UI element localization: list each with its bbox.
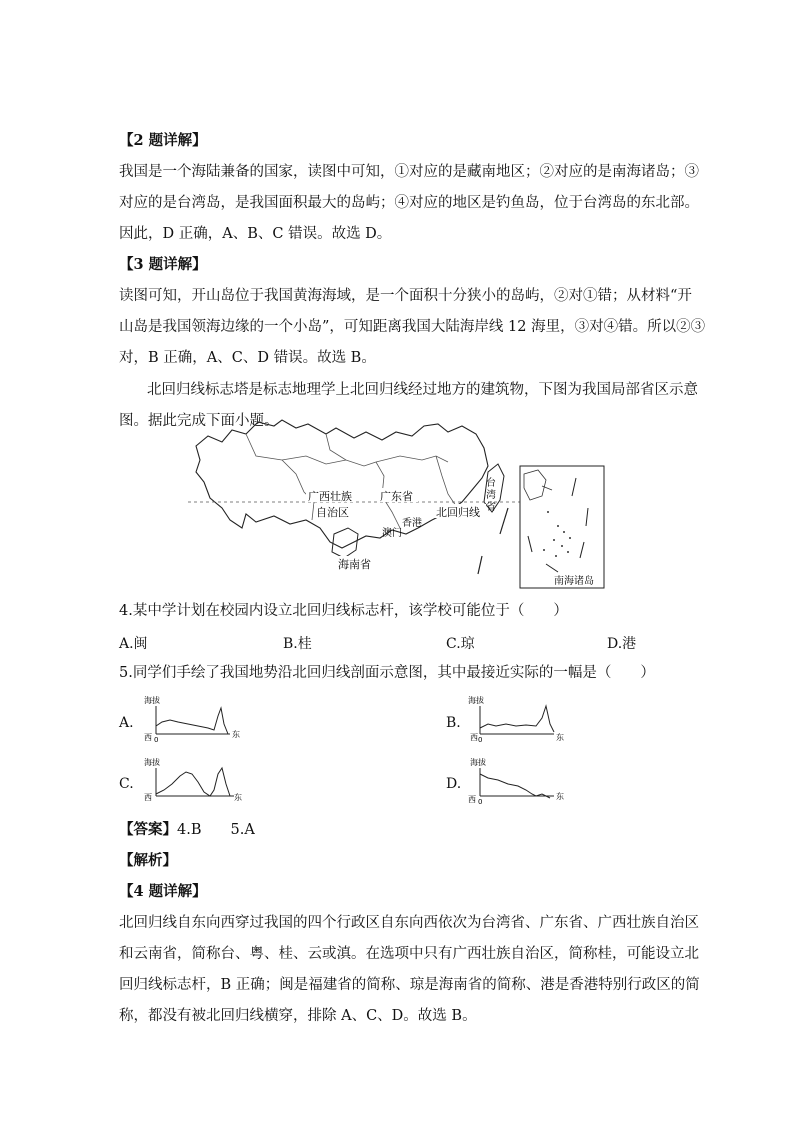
profile-a-west: 西 bbox=[144, 733, 152, 742]
nanhai-inset bbox=[520, 466, 604, 588]
answer-text: 4.B 5.A bbox=[177, 822, 255, 838]
map-label-taiwan-2: 湾 bbox=[486, 490, 496, 501]
map-label-guangxi-2: 自治区 bbox=[316, 506, 349, 519]
q5-option-d[interactable]: D. bbox=[446, 776, 462, 792]
profile-a-east: 东 bbox=[232, 730, 240, 739]
q2-heading: 【2 题详解】 bbox=[119, 132, 207, 149]
profile-d-origin: 0 bbox=[478, 798, 483, 806]
profile-a-origin: 0 bbox=[154, 736, 159, 744]
map-label-guangdong: 广东省 bbox=[380, 490, 413, 503]
profile-d-ylabel: 海拔 bbox=[470, 758, 486, 767]
province-map bbox=[186, 416, 606, 592]
profile-chart-a[interactable] bbox=[142, 694, 252, 744]
q4detail-line-1: 北回归线自东向西穿过我国的四个行政区自东向西依次为台湾省、广东省、广西壮族自治区 bbox=[119, 915, 699, 931]
intro-line-2: 图。据此完成下面小题。 bbox=[119, 413, 279, 429]
map-label-taiwan-1: 台 bbox=[486, 478, 496, 489]
profile-d-east: 东 bbox=[556, 792, 564, 801]
profile-b-origin: 0 bbox=[478, 736, 483, 744]
profile-c-ylabel: 海拔 bbox=[144, 758, 160, 767]
q3-heading: 【3 题详解】 bbox=[119, 256, 207, 273]
answer-label: 【答案】 bbox=[119, 821, 177, 838]
q3-line-3: 对，B 正确，A、C、D 错误。故选 B。 bbox=[119, 350, 376, 366]
q4-option-c[interactable]: C.琼 bbox=[446, 636, 475, 652]
profile-chart-d[interactable] bbox=[466, 756, 576, 806]
map-label-taiwan-3: 省 bbox=[486, 502, 496, 513]
q4detail-line-4: 称，都没有被北回归线横穿，排除 A、C、D。故选 B。 bbox=[119, 1008, 477, 1024]
map-label-hongkong: 香港 bbox=[402, 518, 422, 529]
profile-chart-c[interactable] bbox=[142, 756, 252, 806]
q5-option-a[interactable]: A. bbox=[119, 715, 134, 731]
q4detail-line-2: 和云南省，简称台、粤、桂、云或滇。在选项中只有广西壮族自治区，简称桂，可能设立北 bbox=[119, 946, 699, 962]
profile-a-line bbox=[156, 708, 228, 734]
map-label-tropic: 北回归线 bbox=[436, 506, 480, 519]
profile-b-line bbox=[480, 706, 554, 732]
profile-c-east: 东 bbox=[234, 793, 242, 802]
profile-d-line bbox=[480, 774, 550, 798]
q5-option-c[interactable]: C. bbox=[119, 776, 134, 792]
profile-d-west: 西 bbox=[468, 795, 476, 804]
map-label-hainan: 海南省 bbox=[338, 558, 371, 571]
q2-line-2: 对应的是台湾岛，是我国面积最大的岛屿；④对应的地区是钓鱼岛，位于台湾岛的东北部。 bbox=[119, 195, 699, 211]
mainland-outline bbox=[196, 420, 488, 548]
hainan-island bbox=[332, 528, 358, 558]
intro-line-1: 北回归线标志塔是标志地理学上北回归线经过地方的建筑物，下图为我国局部省区示意 bbox=[147, 382, 698, 398]
profile-c-line bbox=[156, 768, 230, 796]
q2-line-3: 因此，D 正确，A、B、C 错误。故选 D。 bbox=[119, 226, 392, 242]
q4-stem: 4.某中学计划在校园内设立北回归线标志杆，该学校可能位于（ ） bbox=[119, 603, 568, 619]
answer-row bbox=[119, 820, 255, 840]
analysis-heading: 【解析】 bbox=[119, 852, 177, 869]
q2-line-1: 我国是一个海陆兼备的国家，读图中可知，①对应的是藏南地区；②对应的是南海诸岛；③ bbox=[119, 164, 699, 180]
profile-b-west: 西 bbox=[470, 733, 478, 742]
q4detail-heading: 【4 题详解】 bbox=[119, 883, 207, 900]
profile-b-east: 东 bbox=[556, 733, 564, 742]
q4detail-line-3: 回归线标志杆，B 正确；闽是福建省的简称、琼是海南省的简称、港是香港特别行政区的简 bbox=[119, 977, 700, 993]
q4-option-b[interactable]: B.桂 bbox=[283, 636, 312, 652]
map-label-nanhai: 南海诸岛 bbox=[554, 576, 594, 587]
profile-b-ylabel: 海拔 bbox=[468, 696, 484, 705]
q3-line-2: 山岛是我国领海边缘的一个小岛”，可知距离我国大陆海岸线 12 海里，③对④错。所以②③ bbox=[119, 319, 706, 335]
q3-line-1: 读图可知，开山岛位于我国黄海海域，是一个面积十分狭小的岛屿，②对①错；从材料“开 bbox=[119, 288, 692, 304]
map-label-guangxi-1: 广西壮族 bbox=[308, 490, 352, 503]
profile-a-ylabel: 海拔 bbox=[144, 696, 160, 705]
profile-c-west: 西 bbox=[144, 793, 152, 802]
q4-option-d[interactable]: D.港 bbox=[607, 636, 637, 652]
q4-option-a[interactable]: A.闽 bbox=[119, 636, 148, 652]
q5-stem: 5.同学们手绘了我国地势沿北回归线剖面示意图，其中最接近实际的一幅是（ ） bbox=[119, 665, 655, 681]
profile-chart-b[interactable] bbox=[466, 694, 576, 744]
q5-option-b[interactable]: B. bbox=[446, 715, 461, 731]
map-label-macau: 澳门 bbox=[382, 528, 402, 539]
